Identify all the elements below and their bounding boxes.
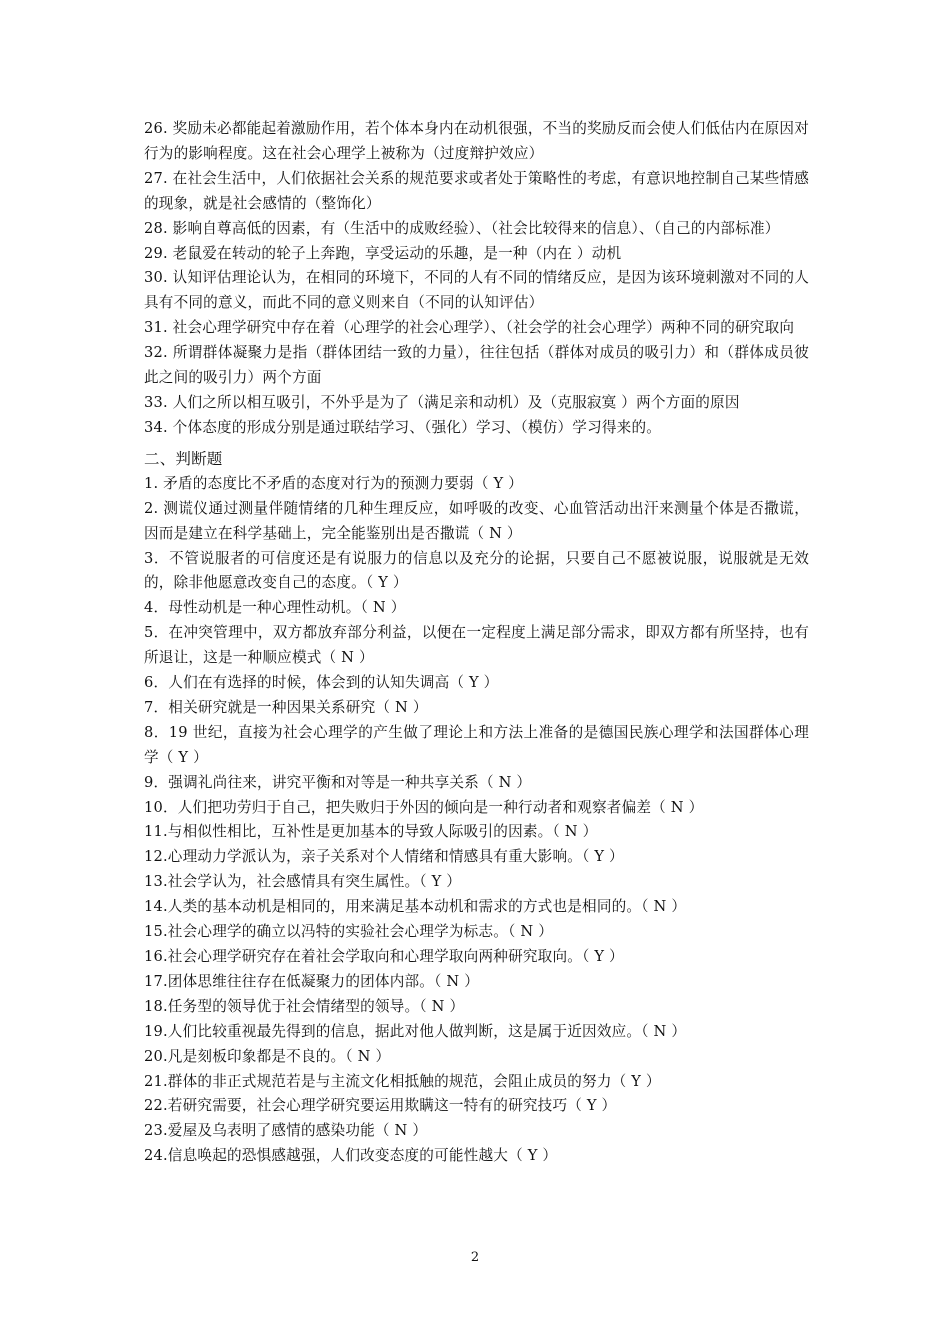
fill-in-item: 30. 认知评估理论认为，在相同的环境下，不同的人有不同的情绪反应，是因为该环境刺激对不同的人具有不同的意义，而此不同的意义则来自（不同的认知评估） [144, 269, 809, 312]
fill-in-item: 26. 奖励未必都能起着激励作用，若个体本身内在动机很强，不当的奖励反而会使人们低估内在原因对行为的影响程度。这在社会心理学上被称为（过度辩护效应） [144, 120, 809, 162]
fill-in-item: 27. 在社会生活中，人们依据社会关系的规范要求或者处于策略性的考虑，有意识地控制自己某些情感的现象，就是社会感情的（整饰化） [144, 169, 809, 212]
true-false-item: 23.爱屋及乌表明了感情的感染功能（ N ） [144, 1122, 428, 1140]
true-false-item: 6．人们在有选择的时候，体会到的认知失调高（ Y ） [144, 674, 499, 692]
true-false-item: 14.人类的基本动机是相同的，用来满足基本动机和需求的方式也是相同的。（ N ） [144, 898, 687, 916]
true-false-list [144, 472, 809, 1169]
true-false-item: 15.社会心理学的确立以冯特的实验社会心理学为标志。（ N ） [144, 923, 554, 941]
fill-in-item: 33. 人们之所以相互吸引，不外乎是为了（满足亲和动机）及（克服寂寞 ）两个方面的原因 [144, 393, 740, 411]
true-false-item: 9．强调礼尚往来，讲究平衡和对等是一种共享关系（ N ） [144, 773, 532, 791]
true-false-item: 2. 测谎仪通过测量伴随情绪的几种生理反应，如呼吸的改变、心血管活动出汗来测量个体是否撒谎，因而是建立在科学基础上，完全能鉴别出是否撒谎（ N ） [144, 499, 809, 542]
fill-in-item: 34. 个体态度的形成分别是通过联结学习、（强化）学习、（模仿）学习得来的。 [144, 418, 662, 436]
true-false-item: 7．相关研究就是一种因果关系研究（ N ） [144, 698, 428, 716]
true-false-item: 12.心理动力学派认为，亲子关系对个人情绪和情感具有重大影响。（ Y ） [144, 848, 624, 866]
true-false-item: 11.与相似性相比，互补性是更加基本的导致人际吸引的因素。（ N ） [144, 823, 598, 841]
true-false-item: 18.任务型的领导优于社会情绪型的领导。（ N ） [144, 997, 465, 1015]
true-false-item: 4．母性动机是一种心理性动机。（ N ） [144, 599, 406, 617]
fill-in-blank-list [144, 117, 809, 441]
page-content [144, 117, 809, 1169]
true-false-item: 3．不管说服者的可信度还是有说服力的信息以及充分的论据，只要自己不愿被说服，说服就是无效的，除非他愿意改变自己的态度。（ Y ） [144, 549, 809, 592]
fill-in-item: 32. 所谓群体凝聚力是指（群体团结一致的力量），往往包括（群体对成员的吸引力）和（群体成员彼此之间的吸引力）两个方面 [144, 344, 809, 387]
fill-in-item: 29. 老鼠爱在转动的轮子上奔跑，享受运动的乐趣，是一种（内在 ）动机 [144, 244, 622, 262]
true-false-item: 13.社会学认为，社会感情具有突生属性。（ Y ） [144, 873, 462, 891]
true-false-item: 10．人们把功劳归于自己，把失败归于外因的倾向是一种行动者和观察者偏差（ N ） [144, 798, 704, 816]
true-false-item: 17.团体思维往往存在低凝聚力的团体内部。（ N ） [144, 972, 480, 990]
true-false-item: 1. 矛盾的态度比不矛盾的态度对行为的预测力要弱（ Y ） [144, 474, 523, 492]
section-heading: 二、判断题 [144, 449, 223, 468]
fill-in-item: 31. 社会心理学研究中存在着（心理学的社会心理学）、（社会学的社会心理学）两种不同的研究取向 [144, 319, 795, 337]
true-false-item: 8．19 世纪，直接为社会心理学的产生做了理论上和方法上准备的是德国民族心理学和法国群体心理学（ Y ） [144, 723, 809, 766]
true-false-item: 22.若研究需要，社会心理学研究要运用欺瞒这一特有的研究技巧（ Y ） [144, 1097, 617, 1115]
true-false-item: 21.群体的非正式规范若是与主流文化相抵触的规范，会阻止成员的努力（ Y ） [144, 1072, 661, 1090]
true-false-item: 24.信息唤起的恐惧感越强，人们改变态度的可能性越大（ Y ） [144, 1147, 558, 1165]
fill-in-item: 28. 影响自尊高低的因素，有（生活中的成败经验）、（社会比较得来的信息）、（自己的内部标准） [144, 219, 780, 237]
true-false-item: 5．在冲突管理中，双方都放弃部分利益，以便在一定程度上满足部分需求，即双方都有所坚持，也有所退让，这是一种顺应模式（ N ） [144, 624, 809, 667]
page-number: 2 [470, 1250, 480, 1265]
true-false-item: 19.人们比较重视最先得到的信息，据此对他人做判断，这是属于近因效应。（ N ） [144, 1022, 687, 1040]
true-false-item: 20.凡是刻板印象都是不良的。（ N ） [144, 1047, 391, 1065]
true-false-item: 16.社会心理学研究存在着社会学取向和心理学取向两种研究取向。（ Y ） [144, 948, 624, 965]
